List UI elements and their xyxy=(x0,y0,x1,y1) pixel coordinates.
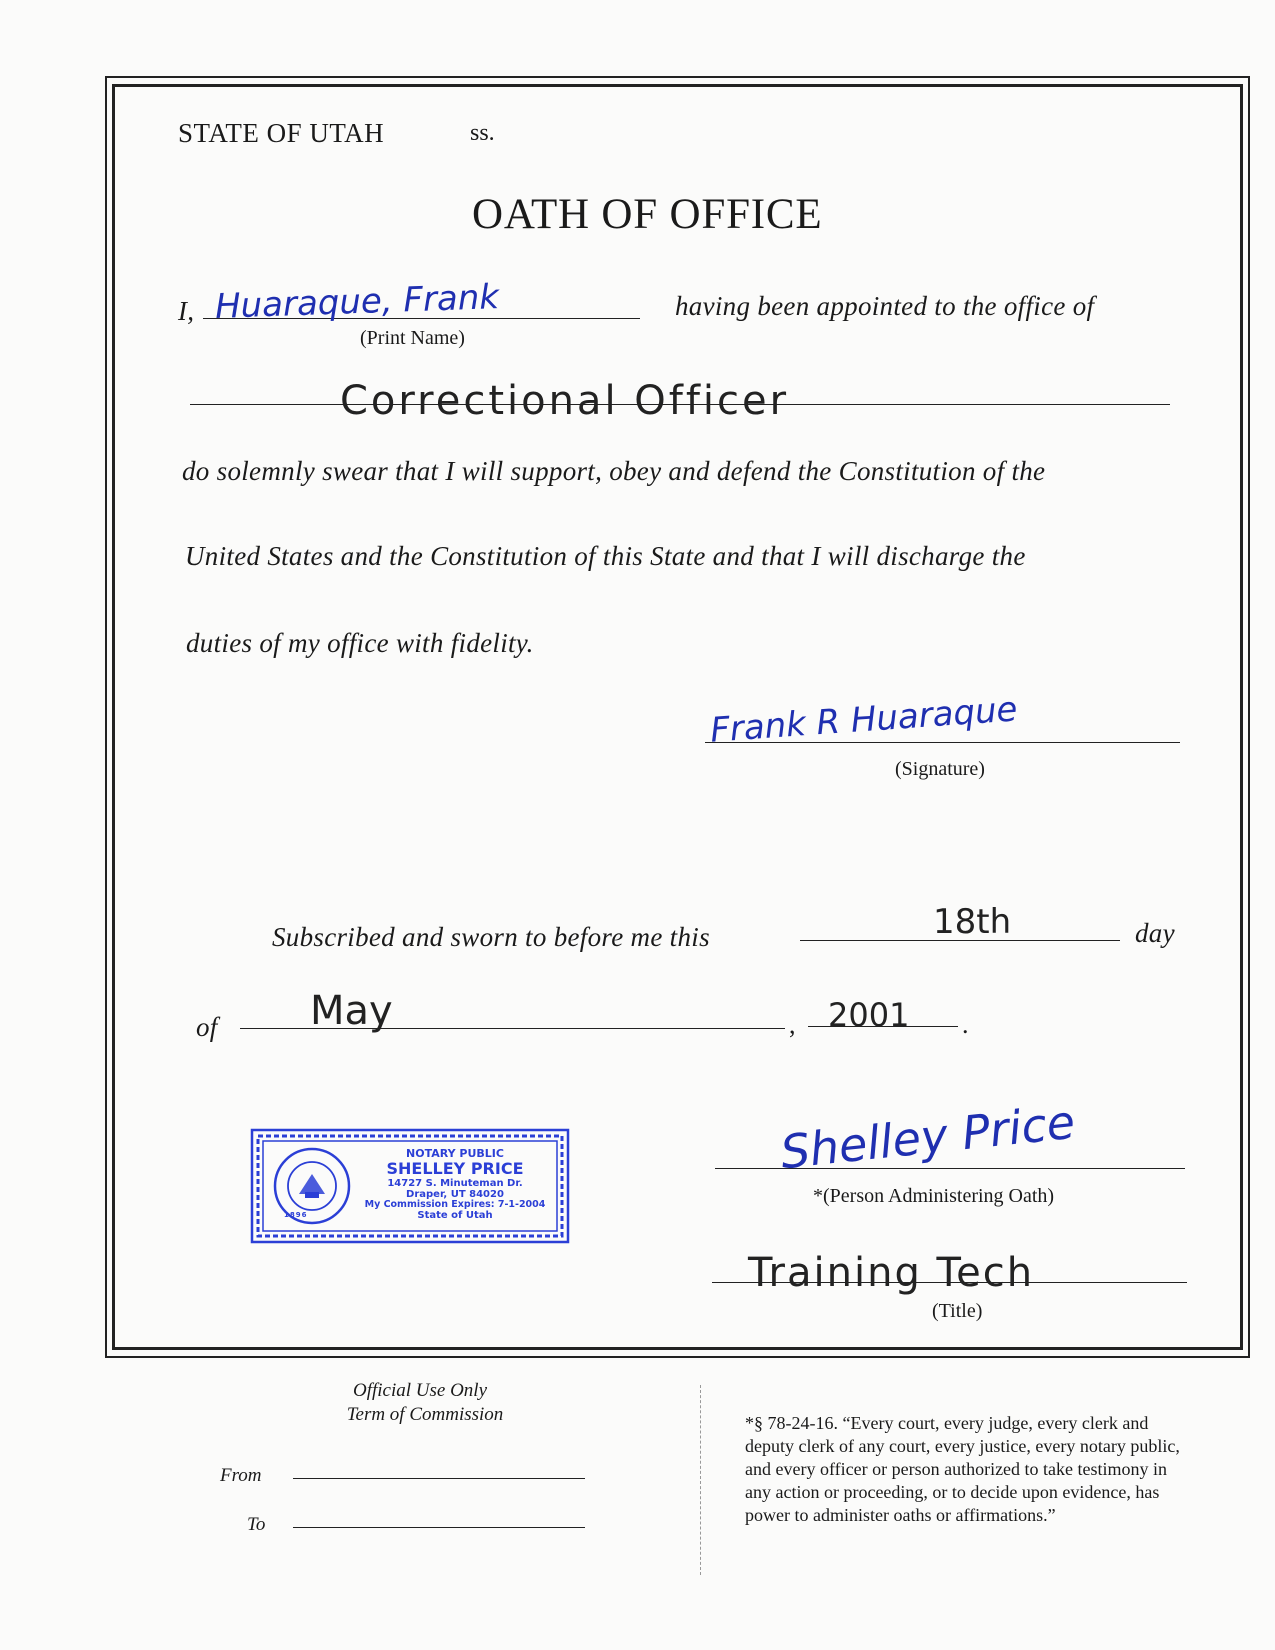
to-label: To xyxy=(247,1514,266,1535)
stamp-state: State of Utah xyxy=(417,1210,493,1222)
stamp-text-block xyxy=(350,1148,560,1221)
oath-line-1: do solemnly swear that I will support, obey and defend the Constitution of the xyxy=(182,456,1046,486)
comma-mark: , xyxy=(789,1010,796,1039)
statute-block xyxy=(745,1412,1180,1527)
oath-line-2: United States and the Constitution of this State and that I will discharge the xyxy=(185,541,1026,571)
signature-caption: (Signature) xyxy=(895,758,985,780)
official-use-heading: Official Use Only xyxy=(352,1380,488,1401)
administering-caption: *(Person Administering Oath) xyxy=(813,1185,1055,1207)
day-handwriting: 18th xyxy=(933,902,1012,942)
signature-line xyxy=(705,742,1180,743)
print-name-caption: (Print Name) xyxy=(360,327,465,349)
from-label: From xyxy=(220,1465,262,1486)
stamp-commission: My Commission Expires: 7-1-2004 xyxy=(364,1198,546,1210)
statute-line-5: power to administer oaths or affirmations.” xyxy=(745,1505,1056,1525)
stamp-name: SHELLEY PRICE xyxy=(386,1159,524,1179)
state-line: STATE OF UTAH xyxy=(178,118,385,148)
stamp-header: NOTARY PUBLIC xyxy=(406,1147,504,1160)
oath-prefix: I, xyxy=(178,296,195,326)
title-handwriting: Training Tech xyxy=(748,1250,1035,1296)
office-handwriting: Correctional Officer xyxy=(340,378,790,424)
subscribed-text: Subscribed and sworn to before me this xyxy=(272,922,710,952)
appointed-text: having been appointed to the office of xyxy=(675,291,1095,321)
signer-signature: Frank R Huaraque xyxy=(708,689,1019,751)
administering-signature: Shelley Price xyxy=(777,1094,1078,1180)
day-label: day xyxy=(1135,918,1175,948)
from-line xyxy=(293,1478,585,1479)
ss-mark: ss. xyxy=(470,120,495,146)
statute-line-3: and every officer or person authorized to take testimony in xyxy=(745,1459,1168,1479)
month-handwriting: May xyxy=(310,988,393,1034)
of-label: of xyxy=(196,1012,218,1042)
page-title: OATH OF OFFICE xyxy=(472,191,823,238)
stamp-address-2: Draper, UT 84020 xyxy=(406,1188,504,1200)
day-line xyxy=(800,940,1120,941)
to-line xyxy=(293,1527,585,1528)
seal-year: 1896 xyxy=(284,1211,308,1219)
title-line xyxy=(712,1282,1187,1283)
statute-line-4: any action or proceeding, or to decide upon evidence, has xyxy=(745,1482,1160,1502)
office-line xyxy=(190,404,1170,405)
vertical-divider xyxy=(700,1385,701,1575)
stamp-address-1: 14727 S. Minuteman Dr. xyxy=(387,1177,523,1189)
period-mark: . xyxy=(962,1010,969,1039)
notary-stamp xyxy=(250,1128,570,1244)
statute-line-2: deputy clerk of any court, every justice, every notary public, xyxy=(745,1436,1180,1456)
title-caption: (Title) xyxy=(932,1300,983,1322)
year-handwriting: 2001 xyxy=(828,996,910,1034)
term-heading: Term of Commission xyxy=(346,1404,504,1425)
statute-line-1: *§ 78-24-16. “Every court, every judge, every clerk and xyxy=(745,1413,1149,1433)
administering-line xyxy=(715,1168,1185,1169)
oath-line-3: duties of my office with fidelity. xyxy=(186,628,534,658)
printed-name-handwriting: Huaraque, Frank xyxy=(214,277,500,327)
